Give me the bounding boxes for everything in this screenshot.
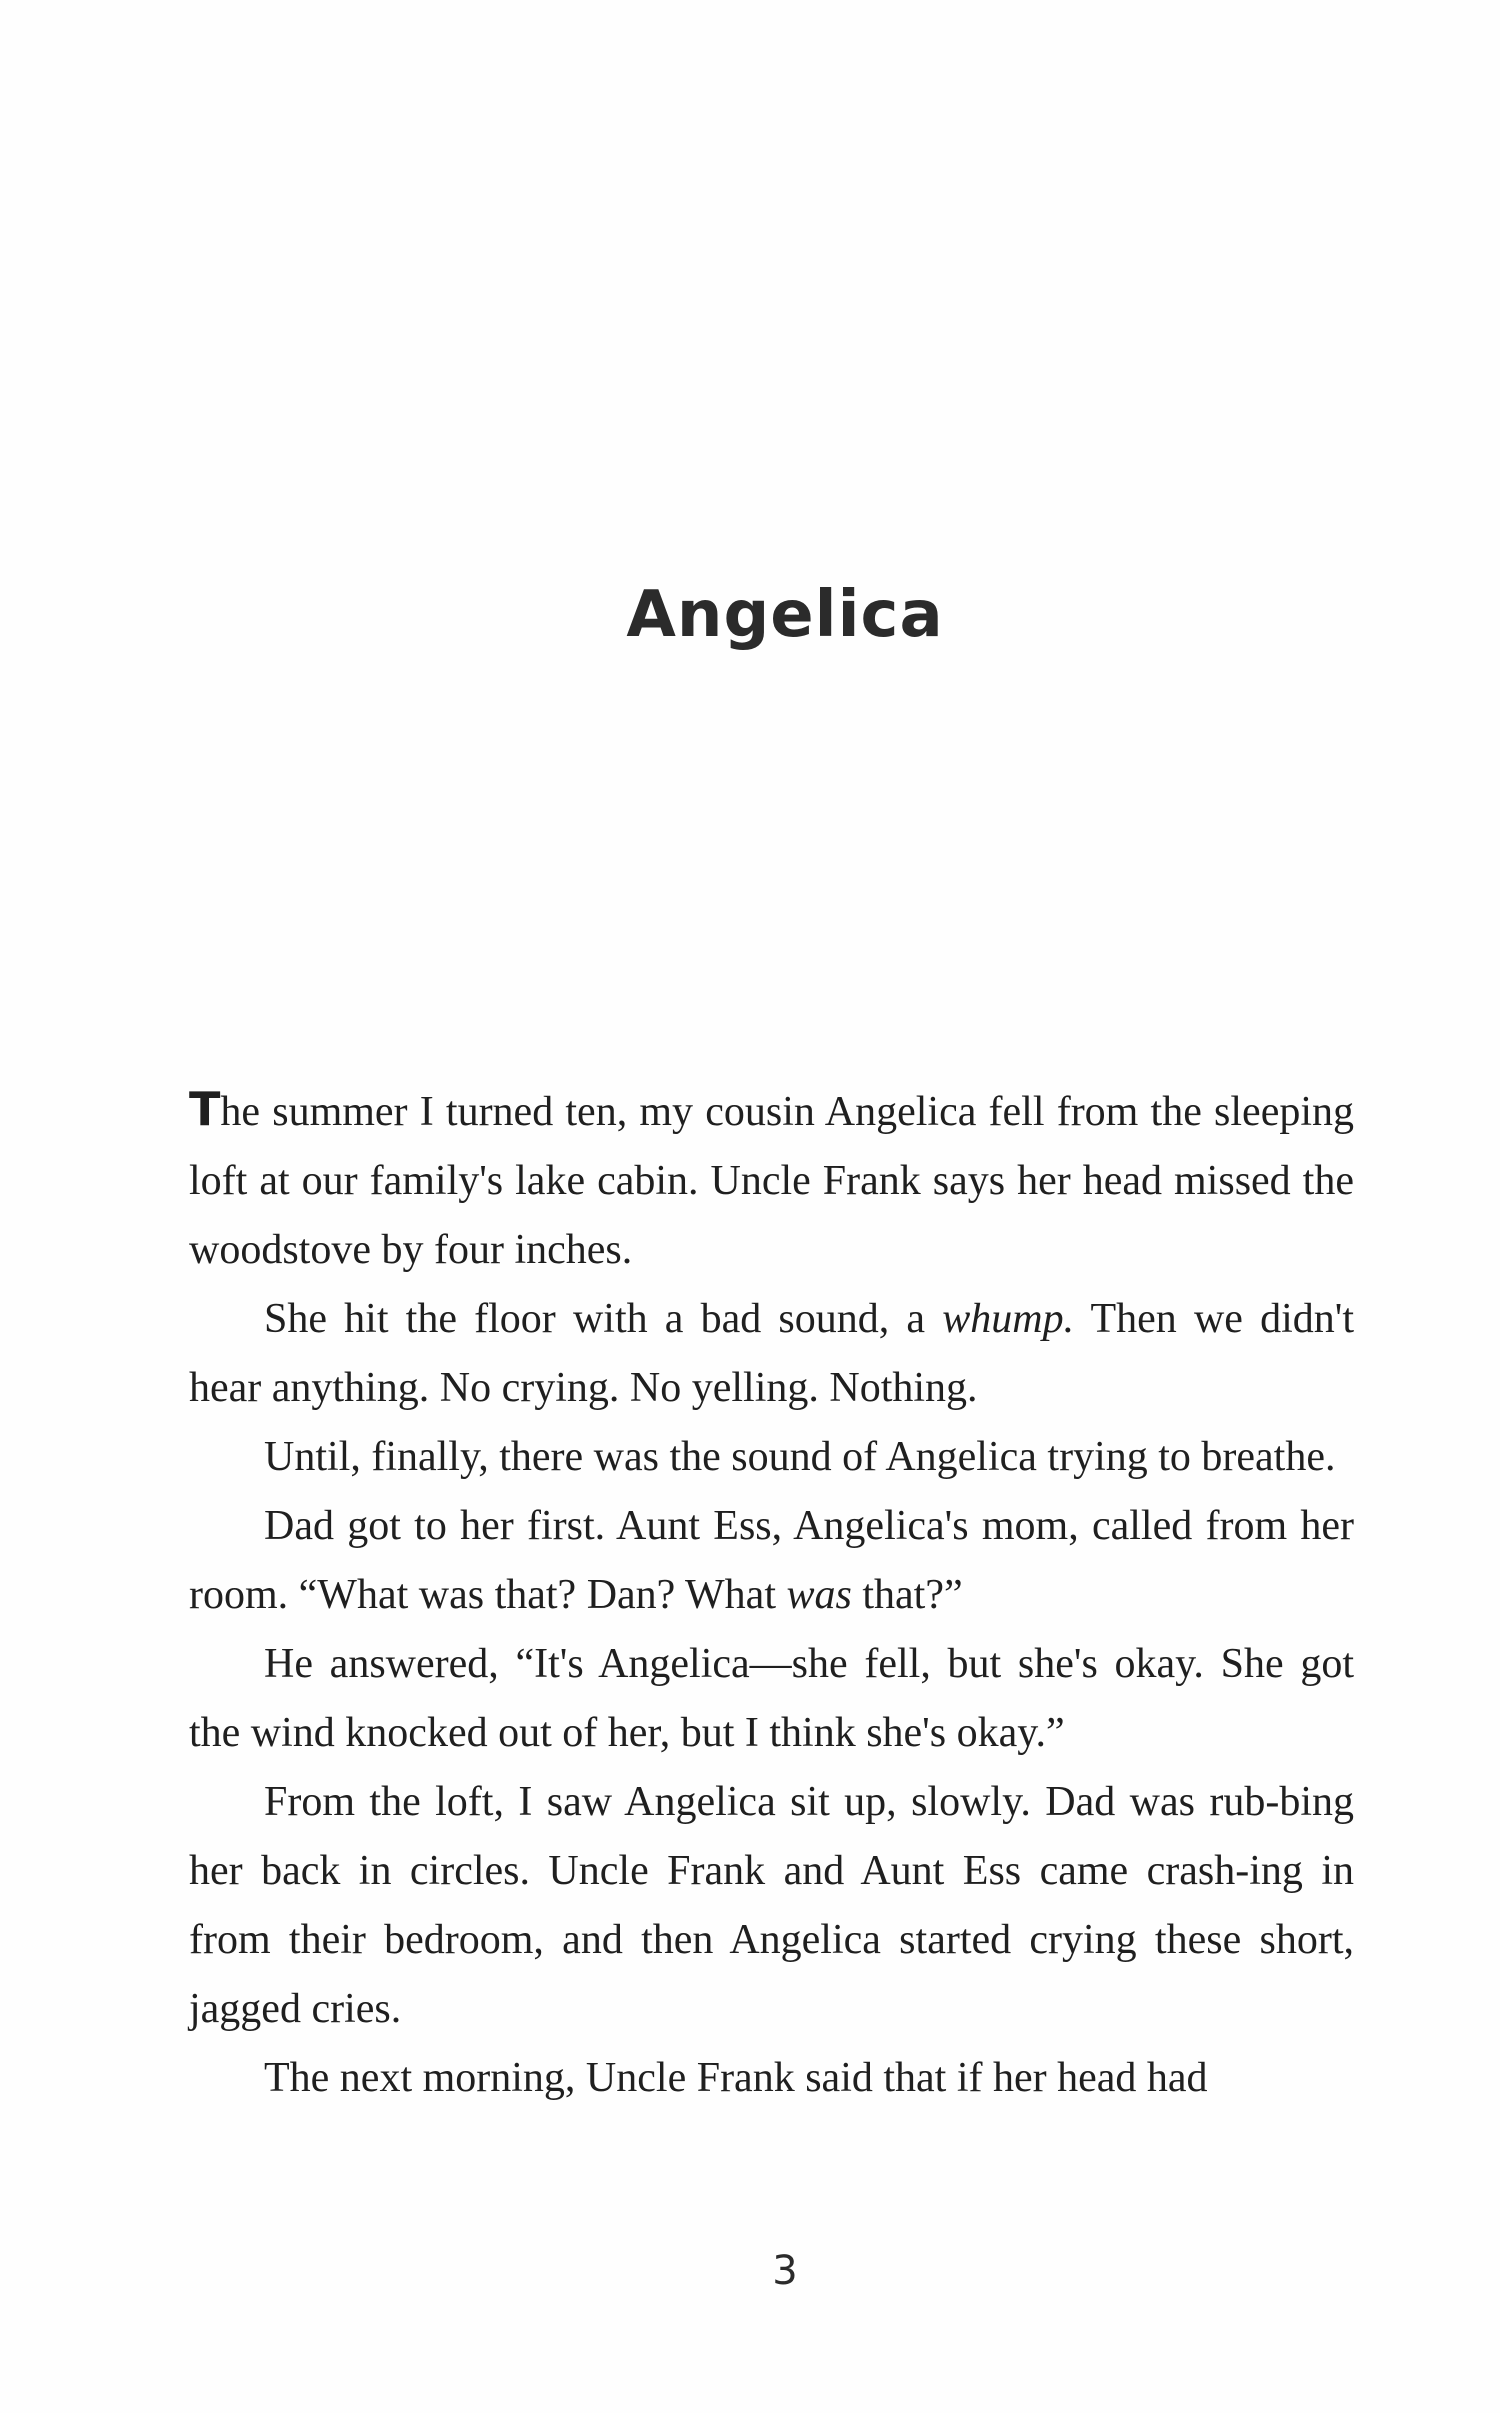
paragraph-2-text-before: She hit the floor with a bad sound, a	[264, 1296, 943, 1342]
paragraph-2-italic: whump.	[942, 1296, 1075, 1342]
paragraph-2-text-after: Then we didn't hear anything. No crying. No yelling. Nothing.	[189, 1296, 1354, 1411]
paragraph-6	[189, 1768, 1354, 2044]
chapter-body	[189, 1075, 1354, 2113]
paragraph-7	[189, 2044, 1354, 2113]
paragraph-4-text: Dad got to her first. Aunt Ess, Angelica's mom, called from her room. “What was that? Dan? What	[189, 1503, 1354, 1618]
paragraph-1-text: he summer I turned ten, my cousin Angelica fell from the sleeping loft at our family's lake cabin. Uncle Frank says her head missed the woodstove by four inches.	[189, 1089, 1354, 1273]
paragraph-3-text: Until, finally, there was the sound of Angelica trying to breathe.	[264, 1434, 1336, 1480]
drop-cap: T	[189, 1082, 221, 1136]
paragraph-1	[189, 1075, 1354, 1285]
paragraph-7-text: The next morning, Uncle Frank said that if her head had	[264, 2055, 1208, 2101]
paragraph-2	[189, 1285, 1354, 1423]
paragraph-3	[189, 1423, 1354, 1492]
paragraph-4	[189, 1492, 1354, 1630]
page-number: 3	[772, 2248, 798, 2294]
paragraph-4-text-after: that?”	[851, 1572, 963, 1618]
paragraph-4-italic: was	[786, 1572, 852, 1618]
paragraph-6-text: From the loft, I saw Angelica sit up, slowly. Dad was rub-bing her back in circles. Uncle Frank and Aunt Ess came crash-ing in from their bedroom, and then Angelica started crying these short, jagged cries.	[189, 1779, 1354, 2032]
paragraph-5-text: He answered, “It's Angelica—she fell, but she's okay. She got the wind knocked out of her, but I think she's okay.”	[189, 1641, 1354, 1756]
paragraph-5	[189, 1630, 1354, 1768]
chapter-title: Angelica	[626, 578, 944, 652]
